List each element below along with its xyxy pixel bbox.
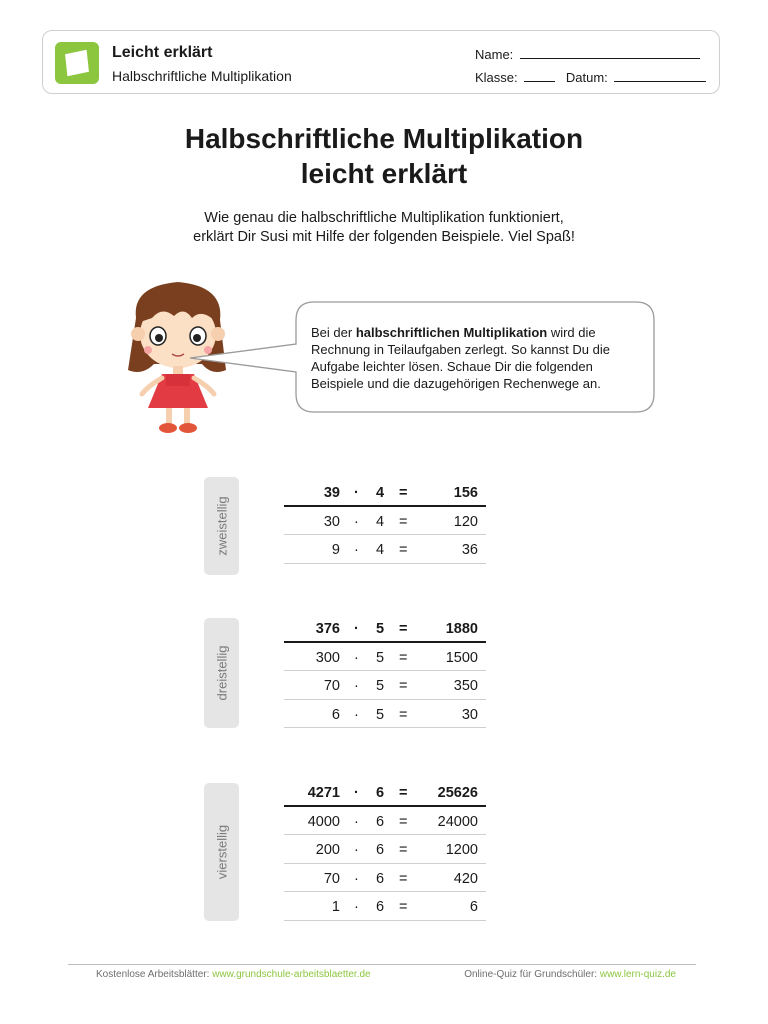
klasse-label: Klasse: xyxy=(475,70,518,85)
factor-a: 376 xyxy=(315,621,340,637)
page-title xyxy=(0,121,768,191)
times-sign: · xyxy=(354,813,359,830)
result: 420 xyxy=(453,870,478,887)
equals-sign: = xyxy=(399,813,408,830)
calc-head-row xyxy=(284,614,486,643)
factor-b: 6 xyxy=(376,813,385,830)
factor-a: 1 xyxy=(331,899,340,915)
brand-subtitle: Halbschriftliche Multiplikation xyxy=(112,68,292,84)
result: 1200 xyxy=(445,842,478,858)
times-sign: · xyxy=(354,785,359,801)
factor-a: 70 xyxy=(323,678,340,694)
tab-vierstellig xyxy=(204,783,239,921)
brand-title: Leicht erklärt xyxy=(112,44,213,61)
intro-line-2: erklärt Dir Susi mit Hilfe der folgenden Beispiele. Viel Spaß! xyxy=(193,229,575,245)
calc-step-row xyxy=(284,643,486,672)
name-field[interactable] xyxy=(520,46,700,59)
calc-step-row xyxy=(284,807,486,836)
footer-left-link[interactable]: www.grundschule-arbeitsblaetter.de xyxy=(212,969,371,980)
equals-sign: = xyxy=(399,706,408,723)
calc-step-row xyxy=(284,864,486,893)
calc-step-row xyxy=(284,535,486,564)
calc-zweistellig xyxy=(284,478,486,564)
logo-icon xyxy=(55,42,99,84)
result: 36 xyxy=(461,542,478,558)
result: 25626 xyxy=(437,785,478,801)
footer-left-text: Kostenlose Arbeitsblätter: xyxy=(96,969,213,980)
times-sign: · xyxy=(354,706,359,723)
result: 24000 xyxy=(437,813,478,830)
factor-b: 5 xyxy=(376,706,385,723)
factor-b: 4 xyxy=(376,485,385,501)
factor-b: 5 xyxy=(376,678,385,694)
times-sign: · xyxy=(354,513,359,530)
factor-b: 6 xyxy=(376,899,385,915)
factor-a: 300 xyxy=(315,649,340,666)
times-sign: · xyxy=(354,542,359,558)
tab-dreistellig xyxy=(204,618,239,728)
factor-a: 4271 xyxy=(307,785,340,801)
tab-label: zweistellig xyxy=(214,496,229,556)
factor-b: 4 xyxy=(376,513,385,530)
factor-a: 70 xyxy=(323,870,340,887)
bubble-text xyxy=(311,324,641,392)
result: 1880 xyxy=(445,621,478,637)
factor-b: 5 xyxy=(376,649,385,666)
equals-sign: = xyxy=(399,621,408,637)
equals-sign: = xyxy=(399,649,408,666)
factor-a: 6 xyxy=(331,706,340,723)
footer-right-link[interactable]: www.lern-quiz.de xyxy=(599,969,676,980)
factor-b: 6 xyxy=(376,842,385,858)
footer-divider xyxy=(68,964,696,965)
calc-step-row xyxy=(284,671,486,700)
calc-step-row xyxy=(284,507,486,536)
calc-dreistellig xyxy=(284,614,486,728)
result: 30 xyxy=(461,706,478,723)
calc-head-row xyxy=(284,778,486,807)
footer-right-text: Online-Quiz für Grundschüler: xyxy=(464,969,600,980)
times-sign: · xyxy=(354,842,359,858)
klasse-datum-line xyxy=(475,69,706,85)
equals-sign: = xyxy=(399,542,408,558)
result: 156 xyxy=(453,485,478,501)
factor-a: 30 xyxy=(323,513,340,530)
calc-step-row xyxy=(284,835,486,864)
datum-field[interactable] xyxy=(614,69,706,82)
title-line-1: Halbschriftliche Multiplikation xyxy=(184,123,584,154)
result: 120 xyxy=(453,513,478,530)
times-sign: · xyxy=(354,899,359,915)
worksheet-header xyxy=(42,30,720,94)
factor-b: 5 xyxy=(376,621,385,637)
times-sign: · xyxy=(354,649,359,666)
factor-b: 6 xyxy=(376,870,385,887)
datum-label: Datum: xyxy=(565,70,608,85)
equals-sign: = xyxy=(399,870,408,887)
factor-a: 200 xyxy=(315,842,340,858)
name-line xyxy=(475,46,700,62)
times-sign: · xyxy=(354,678,359,694)
calc-vierstellig xyxy=(284,778,486,921)
factor-b: 6 xyxy=(376,785,385,801)
bubble-suffix: wird die Rechnung in Teilaufgaben zerlegt. So kannst Du die Aufgabe leichter lösen. Schaue Dir die folgenden Beispiele und die dazugehörigen Rechenwege an. xyxy=(311,325,610,391)
title-line-2: leicht erklärt xyxy=(300,158,468,189)
calc-head-row xyxy=(284,478,486,507)
footer-right xyxy=(464,969,676,980)
calc-step-row xyxy=(284,892,486,921)
intro-text xyxy=(0,209,768,247)
factor-b: 4 xyxy=(376,542,385,558)
bubble-bold: halbschriftlichen Multiplikation xyxy=(355,325,548,340)
times-sign: · xyxy=(354,870,359,887)
equals-sign: = xyxy=(399,485,408,501)
footer-left xyxy=(96,969,371,980)
intro-line-1: Wie genau die halbschriftliche Multiplikation funktioniert, xyxy=(204,210,564,226)
equals-sign: = xyxy=(399,842,408,858)
result: 350 xyxy=(453,678,478,694)
times-sign: · xyxy=(354,485,359,501)
result: 1500 xyxy=(445,649,478,666)
equals-sign: = xyxy=(399,785,408,801)
factor-a: 4000 xyxy=(307,813,340,830)
equals-sign: = xyxy=(399,513,408,530)
equals-sign: = xyxy=(399,899,408,915)
result: 6 xyxy=(469,899,478,915)
factor-a: 39 xyxy=(323,485,340,501)
klasse-field[interactable] xyxy=(524,69,555,82)
times-sign: · xyxy=(354,621,359,637)
tab-zweistellig xyxy=(204,477,239,575)
tab-label: vierstellig xyxy=(214,824,229,880)
factor-a: 9 xyxy=(331,542,340,558)
equals-sign: = xyxy=(399,678,408,694)
tab-label: dreistellig xyxy=(214,645,229,701)
bubble-prefix: Bei der xyxy=(311,325,356,340)
calc-step-row xyxy=(284,700,486,729)
name-label: Name: xyxy=(475,47,514,62)
